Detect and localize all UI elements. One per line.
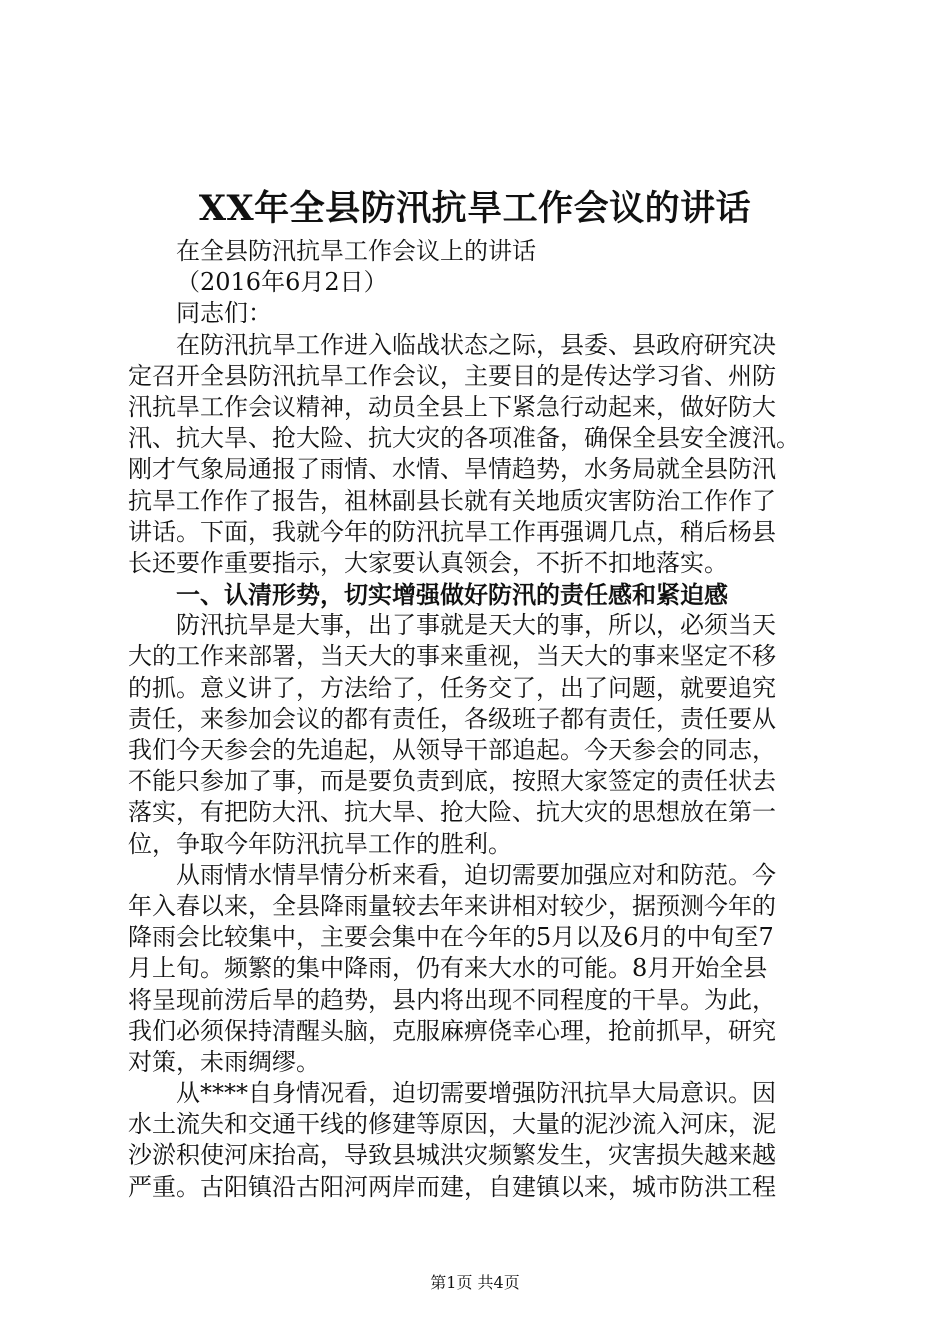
salutation-line: 同志们：	[176, 299, 272, 328]
paragraph-line: 将呈现前涝后旱的趋势，县内将出现不同程度的干旱。为此，	[128, 985, 776, 1014]
paragraph-line: 从雨情水情旱情分析来看，迫切需要加强应对和防范。今	[176, 860, 776, 889]
paragraph-line: 位，争取今年防汛抗旱工作的胜利。	[128, 829, 512, 858]
section-heading: 一、认清形势，切实增强做好防汛的责任感和紧迫感	[176, 580, 728, 610]
paragraph-line: 在防汛抗旱工作进入临战状态之际，县委、县政府研究决	[176, 330, 776, 359]
paragraph-line: 的抓。意义讲了，方法给了，任务交了，出了问题，就要追究	[128, 673, 776, 702]
date-line: （2016年6月2日）	[176, 268, 388, 297]
paragraph-line: 汛抗旱工作会议精神，动员全县上下紧急行动起来，做好防大	[128, 392, 776, 421]
paragraph-line: 我们必须保持清醒头脑，克服麻痹侥幸心理，抢前抓早，研究	[128, 1016, 776, 1045]
paragraph-line: 大的工作来部署，当天大的事来重视，当天大的事来坚定不移	[128, 642, 776, 671]
paragraph-line: 刚才气象局通报了雨情、水情、旱情趋势，水务局就全县防汛	[128, 455, 776, 484]
page-footer: 第1页 共4页	[430, 1273, 520, 1292]
paragraph-line: 我们今天参会的先追起，从领导干部追起。今天参会的同志，	[128, 736, 776, 764]
paragraph-line: 年入春以来，全县降雨量较去年来讲相对较少，据预测今年的	[128, 891, 776, 920]
paragraph-line: 水土流失和交通干线的修建等原因，大量的泥沙流入河床，泥	[128, 1110, 776, 1139]
paragraph-line: 从****自身情况看，迫切需要增强防汛抗旱大局意识。因	[176, 1079, 776, 1108]
paragraph-line: 防汛抗旱是大事，出了事就是天大的事，所以，必须当天	[176, 611, 776, 640]
paragraph-line: 降雨会比较集中，主要会集中在今年的5月以及6月的中旬至7	[128, 923, 774, 952]
paragraph-line: 月上旬。频繁的集中降雨，仍有来大水的可能。8月开始全县	[128, 954, 768, 983]
subtitle-line: 在全县防汛抗旱工作会议上的讲话	[176, 237, 536, 265]
paragraph-line: 定召开全县防汛抗旱工作会议，主要目的是传达学习省、州防	[128, 361, 776, 390]
paragraph-line: 沙淤积使河床抬高，导致县城洪灾频繁发生，灾害损失越来越	[128, 1141, 776, 1170]
paragraph-line: 长还要作重要指示，大家要认真领会，不折不扣地落实。	[128, 548, 728, 577]
paragraph-line: 讲话。下面，我就今年的防汛抗旱工作再强调几点，稍后杨县	[128, 517, 776, 546]
paragraph-line: 落实，有把防大汛、抗大旱、抢大险、抗大灾的思想放在第一	[128, 798, 776, 827]
paragraph-line: 不能只参加了事，而是要负责到底，按照大家签定的责任状去	[128, 767, 776, 796]
paragraph-line: 严重。古阳镇沿古阳河两岸而建，自建镇以来，城市防洪工程	[128, 1172, 776, 1201]
paragraph-line: 抗旱工作作了报告，祖林副县长就有关地质灾害防治工作作了	[128, 486, 776, 515]
paragraph-line: 责任，来参加会议的都有责任，各级班子都有责任，责任要从	[128, 704, 776, 733]
document-title: XX年全县防汛抗旱工作会议的讲话	[198, 188, 752, 229]
document-body	[128, 236, 838, 1203]
paragraph-line: 对策，未雨绸缪。	[128, 1047, 320, 1076]
paragraph-line: 汛、抗大旱、抢大险、抗大灾的各项准备，确保全县安全渡汛。	[128, 424, 800, 453]
